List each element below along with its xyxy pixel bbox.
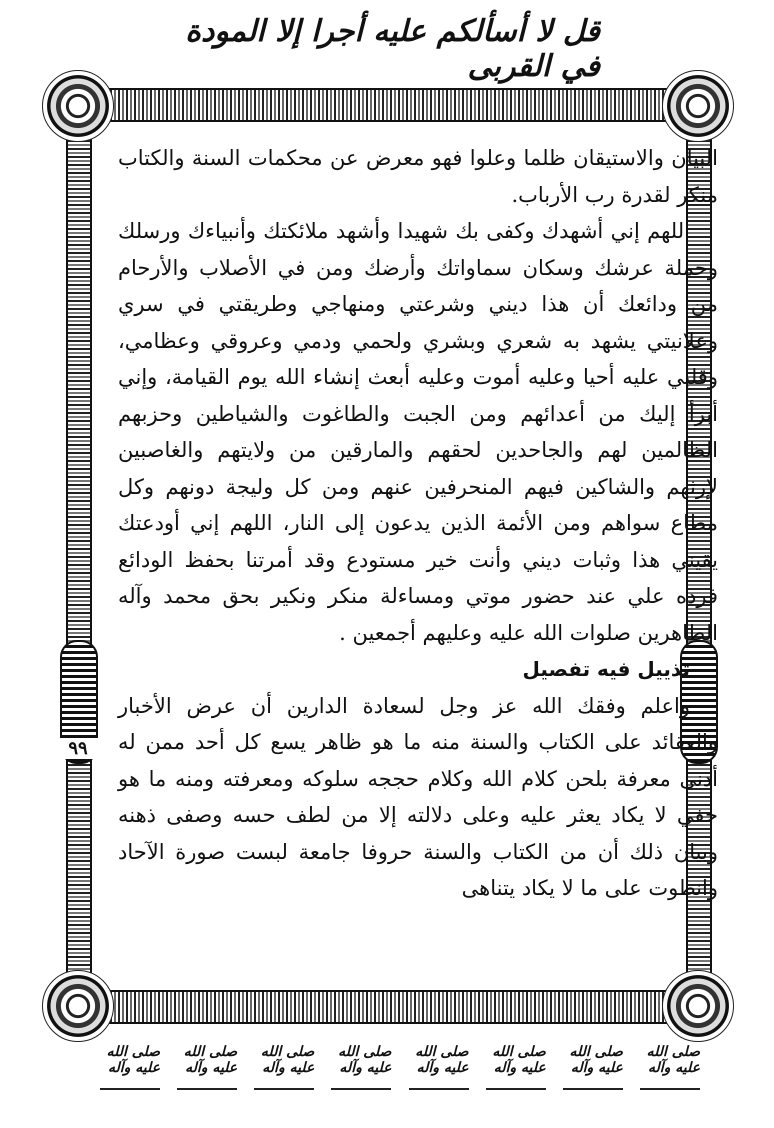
footer-calligraphy-tile: صلى الله عليه وآله <box>100 1032 160 1090</box>
corner-ornament-top-right <box>662 70 734 142</box>
frame-top-border <box>100 88 678 122</box>
body-text <box>118 140 718 907</box>
footer-calligraphy-tile: صلى الله عليه وآله <box>177 1032 237 1090</box>
corner-ornament-top-left <box>42 70 114 142</box>
header-calligraphy: قل لا أسألكم عليه أجرا إلا المودة في القربى <box>185 14 600 84</box>
paragraph-2: اللهم إني أشهدك وكفى بك شهيدا وأشهد ملائكتك وأنبياءك ورسلك وحملة عرشك وسكان سماواتك وأرضك ومن في الأصلاب والأرحام من ودائعك أن هذا ديني وشرعتي ومنهاجي وطريقتي في سري وعلانيتي يشهد به شعري وبشري ولحمي ودمي وعروقي وعظامي، وقلبي عليه أحيا وعليه أموت وعليه أبعث إنشاء الله يوم القيامة، وإني أبرأ إليك من أعدائهم ومن الجبت والطاغوت والشياطين وحزبهم الظالمين لهم والجاحدين لحقهم والمارقين من ولايتهم والغاصبين لإرثهم والشاكين فيهم المنحرفين عنهم ومن كل وليجة دونهم وكل مطاع سواهم ومن الأئمة الذين يدعون إلى النار، اللهم إني أودعتك يقيني هذا وثبات ديني وأنت خير مستودع وقد أمرتنا بحفظ الودائع فرده علي عند حضور موتي ومساءلة منكر ونكير بحق محمد وآله الطاهرين صلوات الله عليه وعليهم أجمعين . <box>118 219 718 645</box>
footer-calligraphy-tile: صلى الله عليه وآله <box>331 1032 391 1090</box>
paragraph-1: البيان والاستيقان ظلما وعلوا فهو معرض عن محكمات السنة والكتاب منكر لقدرة رب الأرباب. <box>118 146 718 207</box>
frame-bottom-border <box>100 990 678 1024</box>
frame-left-border <box>66 120 92 992</box>
footer-calligraphy-tile: صلى الله عليه وآله <box>640 1032 700 1090</box>
footer-calligraphy-tile: صلى الله عليه وآله <box>254 1032 314 1090</box>
section-heading: تذييل فيه تفصيل <box>522 657 690 681</box>
footer-calligraphy-tile: صلى الله عليه وآله <box>409 1032 469 1090</box>
footer-calligraphy-tile: صلى الله عليه وآله <box>486 1032 546 1090</box>
footer-calligraphy-row <box>100 1032 700 1092</box>
page-number: ٩٩ <box>56 738 100 759</box>
footer-calligraphy-tile: صلى الله عليه وآله <box>563 1032 623 1090</box>
section-paragraph: واعلم وفقك الله عز وجل لسعادة الدارين أن عرض الأخبار والعقائد على الكتاب والسنة منه ما هو ظاهر يسع كل أحد ممن له أدنى معرفة بلحن كلام الله وكلام حججه سلوكه ومعرفته ومنه ما هو خفي لا يكاد يعثر عليه وعلى دلالته إلا من لطف حسه وصفى ذهنه وبيان ذلك أن من الكتاب والسنة حروفا جامعة لبست صورة الآحاد وانطوت على ما لا يكاد يتناهى <box>118 693 718 900</box>
